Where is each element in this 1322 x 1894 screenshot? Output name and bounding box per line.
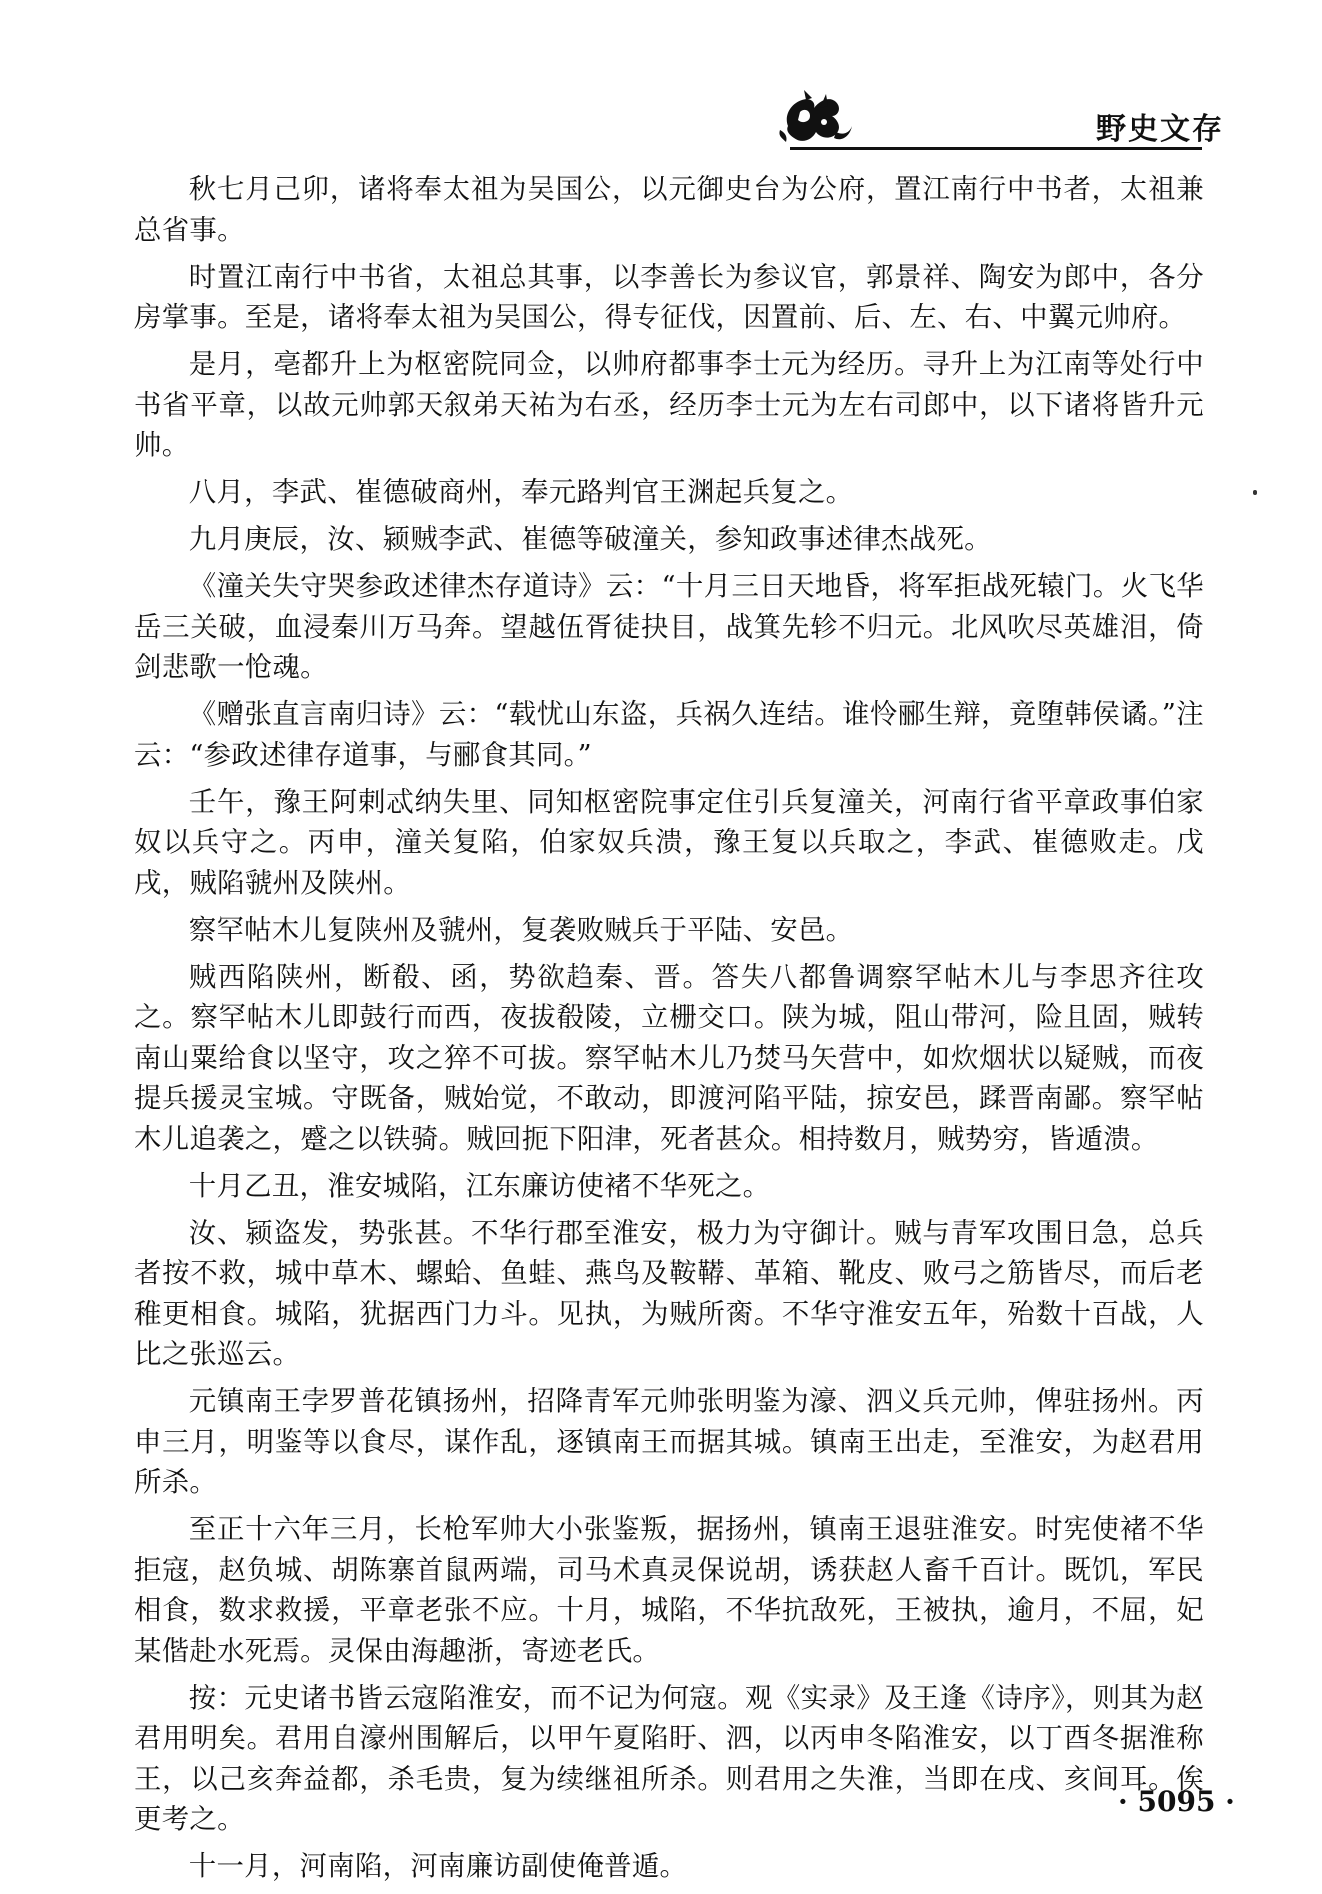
page-header: [0, 0, 1322, 160]
header-rule: [790, 147, 1202, 150]
paragraph: 时置江南行中书省，太祖总其事，以李善长为参议官，郭景祥、陶安为郎中，各分房掌事。至是，诸将奉太祖为吴国公，得专征伐，因置前、后、左、右、中翼元帅府。: [134, 261, 1204, 333]
running-title: 野史文存: [1096, 112, 1224, 147]
paragraph: 《潼关失守哭参政述律杰存道诗》云：“十月三日天地昏，将军拒战死辕门。火飞华岳三关破，血浸秦川万马奔。望越伍胥徒抉目，战箕先轸不归元。北风吹尽英雄泪，倚剑悲歌一怆魂。: [134, 571, 1204, 683]
paragraph: 汝、颍盗发，势张甚。不华行郡至淮安，极力为守御计。贼与青军攻围日急，总兵者按不救，城中草木、螺蛤、鱼蛙、燕鸟及鞍鞯、革箱、靴皮、败弓之筋皆尽，而后老稚更相食。城陷，犹据西门力斗。见执，为贼所脔。不华守淮安五年，殆数十百战，人比之张巡云。: [134, 1217, 1204, 1370]
paragraph: 十一月，河南陷，河南廉访副使俺普遁。: [188, 1851, 688, 1882]
main-text: [134, 170, 1204, 1894]
paragraph: 秋七月己卯，诸将奉太祖为吴国公，以元御史台为公府，置江南行中书者，太祖兼总省事。: [134, 174, 1204, 246]
paragraph: 九月庚辰，汝、颍贼李武、崔德等破潼关，参知政事述律杰战死。: [188, 524, 992, 555]
paragraph: 八月，李武、崔德破商州，奉元路判官王渊起兵复之。: [188, 477, 854, 508]
paragraph: 按：元史诸书皆云寇陷淮安，而不记为何寇。观《实录》及王逢《诗序》，则其为赵君用明矣。君用自濠州围解后，以甲午夏陷盱、泗，以丙申冬陷淮安，以丁酉冬据淮称王，以己亥奔益都，杀毛贵，复为续继祖所杀。则君用之失淮，当即在戌、亥间耳。俟更考之。: [134, 1682, 1204, 1835]
dragon-emblem-icon: [776, 86, 856, 152]
paragraph: 察罕帖木儿复陕州及虢州，复袭败贼兵于平陆、安邑。: [188, 914, 854, 946]
paragraph: 十月乙丑，淮安城陷，江东廉访使褚不华死之。: [188, 1170, 771, 1202]
scan-speck: [1253, 490, 1257, 495]
paragraph: 是月，亳都升上为枢密院同佥，以帅府都事李士元为经历。寻升上为江南等处行中书省平章，以故元帅郭天叙弟天祐为右丞，经历李士元为左右司郎中，以下诸将皆升元帅。: [134, 349, 1204, 461]
paragraph: 元镇南王孛罗普花镇扬州，招降青军元帅张明鉴为濠、泗义兵元帅，俾驻扬州。丙申三月，明鉴等以食尽，谋作乱，逐镇南王而据其城。镇南王出走，至淮安，为赵君用所杀。: [134, 1386, 1204, 1498]
paragraph: 壬午，豫王阿剌忒纳失里、同知枢密院事定住引兵复潼关，河南行省平章政事伯家奴以兵守之。丙申，潼关复陷，伯家奴兵溃，豫王复以兵取之，李武、崔德败走。戊戌，贼陷虢州及陕州。: [134, 786, 1204, 899]
paragraph: 至正十六年三月，长枪军帅大小张鉴叛，据扬州，镇南王退驻淮安。时宪使褚不华拒寇，赵负城、胡陈寨首鼠两端，司马术真灵保说胡，诱获赵人畜千百计。既饥，军民相食，数求救援，平章老张不应。十月，城陷，不华抗敌死，王被执，逾月，不屈，妃某偕赴水死焉。灵保由海趣浙，寄迹老氏。: [134, 1514, 1204, 1667]
paragraph: 贼西陷陕州，断殽、函，势欲趋秦、晋。答失八都鲁调察罕帖木儿与李思齐往攻之。察罕帖木儿即鼓行而西，夜拔殽陵，立栅交口。陕为城，阻山带河，险且固，贼转南山粟给食以坚守，攻之猝不可拔。察罕帖木儿乃焚马矢营中，如炊烟状以疑贼，而夜提兵援灵宝城。守既备，贼始觉，不敢动，即渡河陷平陆，掠安邑，蹂晋南鄙。察罕帖木儿追袭之，蹙之以铁骑。贼回扼下阳津，死者甚众。相持数月，贼势穷，皆遁溃。: [134, 961, 1204, 1155]
paragraph: 《赠张直言南归诗》云：“载忧山东盗，兵祸久连结。谁怜郦生辩，竟堕韩侯谲。”注云：“参政述律存道事，与郦食其同。”: [134, 699, 1204, 771]
page-number: · 5095 ·: [1118, 1785, 1235, 1818]
